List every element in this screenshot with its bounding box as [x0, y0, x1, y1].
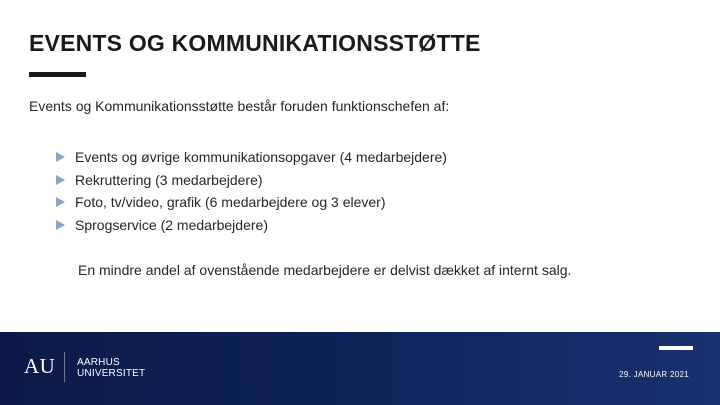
triangle-right-icon	[56, 175, 65, 185]
university-name-line2: UNIVERSITET	[77, 368, 146, 379]
list-item	[56, 214, 447, 237]
triangle-right-icon	[56, 197, 65, 207]
university-name-line1: AARHUS	[77, 357, 120, 368]
list-item-text: Foto, tv/video, grafik (6 medarbejdere og 3 elever)	[75, 194, 386, 211]
university-name-logo	[77, 357, 145, 379]
intro-text: Events og Kommunikationsstøtte består foruden funktionschefen af:	[29, 98, 450, 114]
title-underline	[29, 72, 86, 77]
triangle-right-icon	[56, 220, 65, 230]
list-item-text: Events og øvrige kommunikationsopgaver (4 medarbejdere)	[75, 149, 447, 166]
footer-accent-bar	[659, 346, 693, 350]
logo-divider	[64, 352, 65, 382]
footnote-text: En mindre andel af ovenstående medarbejdere er delvist dækket af internt salg.	[78, 262, 572, 278]
list-item-text: Sprogservice (2 medarbejdere)	[75, 216, 268, 233]
list-item	[56, 146, 447, 169]
bullet-list	[56, 146, 447, 236]
triangle-right-icon	[56, 152, 65, 162]
footer-bar	[0, 332, 720, 405]
list-item	[56, 191, 447, 214]
list-item	[56, 169, 447, 192]
slide-title: EVENTS OG KOMMUNIKATIONSSTØTTE	[29, 30, 481, 56]
au-logo-mark: AU	[24, 354, 56, 378]
footer-date: 29. JANUAR 2021	[619, 370, 689, 379]
list-item-text: Rekruttering (3 medarbejdere)	[75, 171, 263, 188]
